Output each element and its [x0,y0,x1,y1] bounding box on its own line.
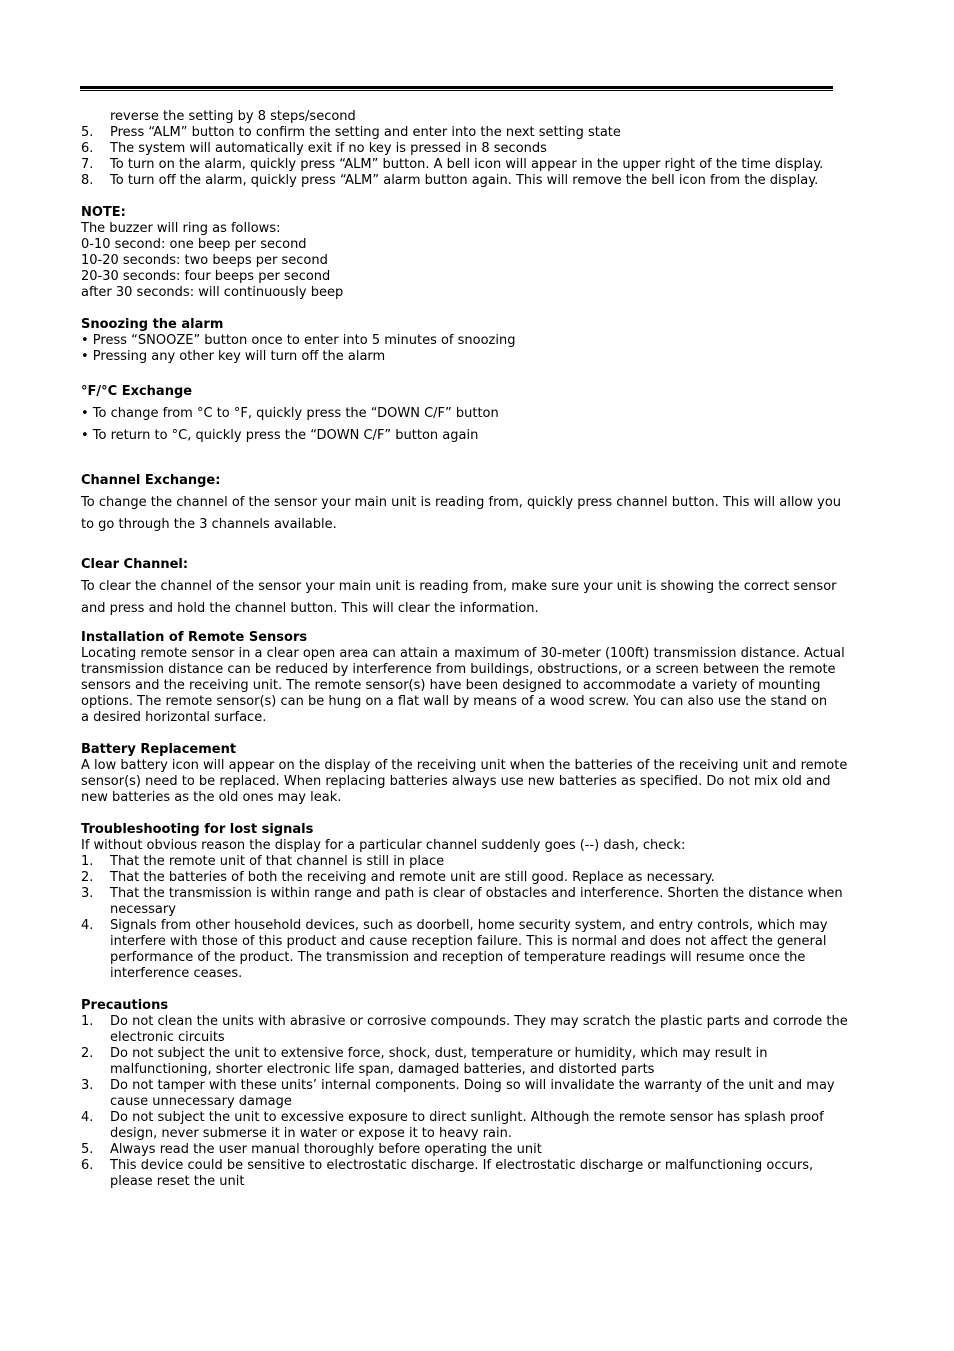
list-item: 2. Do not subject the unit to extensive force, shock, dust, temperature or humidity, which may result in malfunctioning, shorter electronic life span, damaged batteries, and distorted parts [81,1046,768,1077]
paragraph-line: To change the channel of the sensor your main unit is reading from, quickly press channel button. This will allow you [81,495,842,510]
paragraph-line: new batteries as the old ones may leak. [81,790,342,805]
troubleshooting-intro: If without obvious reason the display for a particular channel suddenly goes (--) dash, check: [81,838,686,853]
paragraph-line: sensor(s) need to be replaced. When replacing batteries always use new batteries as specified. Do not mix old and [81,774,831,789]
list-item: 2. That the batteries of both the receiving and remote unit are still good. Replace as necessary. [81,870,715,885]
paragraph-line: options. The remote sensor(s) can be hung on a flat wall by means of a wood screw. You can also use the stand on [81,694,828,709]
list-item: 5. Always read the user manual thoroughly before operating the unit [81,1142,542,1157]
note-line: 0-10 second: one beep per second [81,237,307,252]
paragraph-line: a desired horizontal surface. [81,710,267,725]
header-rule [80,86,833,89]
paragraph-line: A low battery icon will appear on the display of the receiving unit when the batteries of the receiving unit and remote [81,758,848,773]
temp-exchange-heading: °F/°C Exchange [81,384,193,399]
battery-section [81,742,876,806]
list-item: 6. The system will automatically exit if no key is pressed in 8 seconds [81,141,547,156]
clear-channel-heading: Clear Channel: [81,557,189,572]
troubleshooting-section [81,822,876,982]
temp-exchange-section [81,384,876,447]
note-line: 10-20 seconds: two beeps per second [81,253,328,268]
precautions-section [81,998,876,1190]
list-item: 8. To turn off the alarm, quickly press “ALM” alarm button again. This will remove the bell icon from the display. [81,173,819,188]
paragraph-line: To clear the channel of the sensor your main unit is reading from, make sure your unit is showing the correct sensor [81,579,837,594]
snooze-section [81,317,876,365]
battery-heading: Battery Replacement [81,742,237,757]
paragraph-line: Locating remote sensor in a clear open area can attain a maximum of 30-meter (100ft) transmission distance. Actual [81,646,845,661]
header-rule-thin [80,90,833,91]
installation-section [81,630,876,726]
list-item-continuation: reverse the setting by 8 steps/second [110,109,356,124]
note-line: 20-30 seconds: four beeps per second [81,269,331,284]
list-item: 6. This device could be sensitive to electrostatic discharge. If electrostatic discharge or malfunctioning occurs, please reset the unit [81,1158,814,1189]
list-item: 3. That the transmission is within range and path is clear of obstacles and interference. Shorten the distance when necessary [81,886,843,917]
list-item: 5. Press “ALM” button to confirm the setting and enter into the next setting state [81,125,621,140]
precautions-heading: Precautions [81,998,169,1013]
note-heading: NOTE: [81,205,126,220]
note-line: after 30 seconds: will continuously beep [81,285,344,300]
clear-channel-section [81,557,876,619]
paragraph-line: and press and hold the channel button. This will clear the information. [81,600,539,616]
list-item: 4. Signals from other household devices, such as doorbell, home security system, and entry controls, which may interfere with those of this product and cause reception failure. This is normal and does not affect the general performance of the product. The transmission and reception of temperature readings will resume once the interference ceases. [81,918,828,981]
list-item: 3. Do not tamper with these units’ internal components. Doing so will invalidate the warranty of the unit and may cause unnecessary damage [81,1078,835,1109]
paragraph-line: to go through the 3 channels available. [81,516,337,532]
list-item: 1. Do not clean the units with abrasive or corrosive compounds. They may scratch the plastic parts and corrode the electronic circuits [81,1014,848,1045]
installation-heading: Installation of Remote Sensors [81,630,308,645]
bullet-item: • To change from °C to °F, quickly press the “DOWN C/F” button [81,406,499,421]
note-line: The buzzer will ring as follows: [81,221,281,236]
bullet-item: • To return to °C, quickly press the “DOWN C/F” button again [81,428,479,443]
list-item: 4. Do not subject the unit to excessive exposure to direct sunlight. Although the remote sensor has splash proof design, never submerse it in water or expose it to heavy rain. [81,1110,824,1141]
note-section [81,205,876,301]
manual-page [81,109,876,1190]
list-item: 7. To turn on the alarm, quickly press “ALM” button. A bell icon will appear in the upper right of the time display. [81,157,824,172]
bullet-item: • Pressing any other key will turn off the alarm [81,349,386,364]
alarm-steps [81,109,876,189]
paragraph-line: transmission distance can be reduced by interference from buildings, obstructions, or a screen between the remote [81,662,836,677]
snooze-heading: Snoozing the alarm [81,317,224,332]
troubleshooting-heading: Troubleshooting for lost signals [81,822,314,837]
bullet-item: • Press “SNOOZE” button once to enter into 5 minutes of snoozing [81,333,516,348]
list-item: 1. That the remote unit of that channel is still in place [81,854,445,869]
channel-exchange-heading: Channel Exchange: [81,473,221,488]
channel-exchange-section [81,473,876,535]
paragraph-line: sensors and the receiving unit. The remote sensor(s) have been designed to accommodate a variety of mounting [81,678,821,693]
